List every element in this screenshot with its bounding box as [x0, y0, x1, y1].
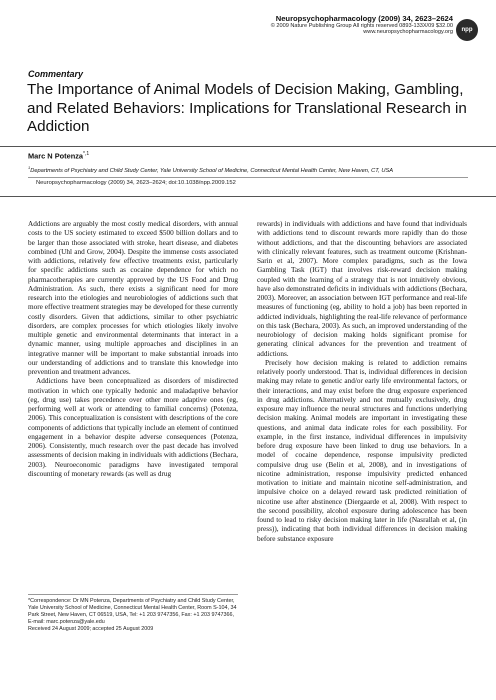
journal-info — [271, 14, 453, 35]
body-paragraph: Addictions have been conceptualized as disorders of misdirected motivation in which one typically hedonic and maladaptive behavior (eg, drug use) takes precedence over other more adaptive ones (eg, performing well at work or attending to familial concerns) (Potenza, 2006). This conceptualization is consistent with descriptions of the core components of addictions that typically include an element of continued engagement in a behavior despite adverse consequences (Potenza, 2006). Consistently, much research over the past decade has involved assessments of decision making in individuals with addictions (Bechara, 2003). Neuroeconomic paradigms have investigated temporal discounting of monetary rewards (as well as drug — [28, 377, 239, 478]
affiliation-text: Departments of Psychiatry and Child Study Center, Yale University School of Medicine, Connecticut Mental Health Center, New Haven, CT, USA — [30, 167, 394, 174]
author-name: Marc N Potenza — [28, 151, 84, 161]
affiliation — [28, 165, 488, 174]
journal-url[interactable]: www.neuropsychopharmacology.org — [363, 29, 453, 35]
journal-header — [0, 14, 496, 48]
body-paragraph: Addictions are arguably the most costly medical disorders, with annual costs to the US society estimated to exceed $500 billion dollars and to be larger than those associated with stroke, heart disease, and diabetes combined (Uhl and Grow, 2004). Despite the immense costs associated with addictions, relatively few effective treatments exist, particularly for specific addictions such as cocaine dependence for which no pharmacotherapies are currently approved by the US Food and Drug Administration. As such, there exists a significant need for more research into the etiologies and neurobiologies of addictions such that more effective treatment strategies may be developed for these currently costly disorders. Given that addictions, similar to other psychiatric disorders, are complex processes for which etiologies likely involve multiple genetic and environmental determinants that interact in a dynamic manner, using multiple approaches and disciplines in an integrative manner will be important to make substantial inroads into our understanding of addictions and to translate this knowledge into prevention and treatment advances. — [28, 220, 238, 376]
correspondence-email[interactable]: E-mail: marc.potenza@yale.edu — [28, 619, 105, 625]
body-column-right — [257, 220, 467, 544]
copyright-line: © 2009 Nature Publishing Group All rights reserved 0893-133X/09 $32.00 — [270, 23, 453, 29]
correspondence-footnote — [28, 594, 238, 633]
journal-logo: npp — [456, 19, 478, 41]
article-type: Commentary — [28, 69, 84, 79]
body-paragraph: rewards) in individuals with addictions and have found that individuals with addictions tend to discount rewards more rapidly than do those without addictions, and that the discounting behaviors are associated with clinically relevant features, such as treatment outcome (Krishnan-Sarin et al, 2007). More complex paradigms, such as the Iowa Gambling Task (IGT) that involves risk-reward decision making coupled with the learning of a strategy that is not intuitively obvious, have also demonstrated deficits in individuals with addictions (Bechara, 2003). Moreover, an association between IGT performance and real-life measures of functioning (eg, ability to hold a job) has been reported in addicted individuals, highlighting the real-life relevance of performance on this task (Bechara, 2003). As such, an improved understanding of the neurobiology of decision making holds significant promise for generating clinical advances for the prevention and treatment of addictions. — [257, 220, 467, 358]
correspondence-text: *Correspondence: Dr MN Potenza, Departments of Psychiatry and Child Study Center, Yale University School of Medicine, Connecticut Mental Health Center, Room S-104, 34 Park Street, New Haven, CT 06519, USA, Tel: +1 203 9747356, Fax: +1 203 9747366, — [28, 598, 237, 618]
affiliation-divider — [28, 177, 468, 178]
received-dates: Received 24 August 2009; accepted 25 August 2009 — [28, 626, 154, 632]
header-bottom-divider — [0, 196, 496, 197]
article-title: The Importance of Animal Models of Decision Making, Gambling, and Related Behaviors: Implications for Translational Research in Addiction — [27, 81, 467, 136]
author-marks: *,1 — [83, 151, 90, 157]
author-line — [28, 151, 89, 160]
body-paragraph: Precisely how decision making is related to addiction remains relatively poorly understood. That is, individual differences in decision making may relate to genetic and/or early life environmental factors, or their interactions, and may exist before the drug exposure experienced in drug addictions. Alternatively and not mutually exclusively, drug exposure may influence the neural structures and functions underlying decision making. Animal models are important in investigating these questions, and animal data indicate roles for each possibility. For example, in the first instance, individual differences in impulsivity before drug exposure have been linked to drug use behaviors. In a model of cocaine dependence, response impulsivity predicted compulsive drug use (Belin et al, 2008), and in investigations of nicotine administration, response impulsivity predicted enhanced motivation to initiate and maintain nicotine self-administration, and impulsive choice on a delayed reward task predicted reinitiation of nicotine use after abstinence (Diergaarde et al, 2008). With respect to the second possibility, alcohol exposure during adolescence has been found to lead to risky decision making later in life (Nasrallah et al, (in press)), indicating that both individual differences in decision making before substance exposure — [257, 358, 467, 543]
citation-line: Neuropsychopharmacology (2009) 34, 2623–2624; doi:10.1038/npp.2009.152 — [36, 180, 236, 186]
affiliation-mark: 1 — [28, 165, 31, 170]
journal-name: Neuropsychopharmacology (2009) 34, 2623–2624 — [275, 14, 453, 23]
top-divider — [0, 146, 496, 147]
